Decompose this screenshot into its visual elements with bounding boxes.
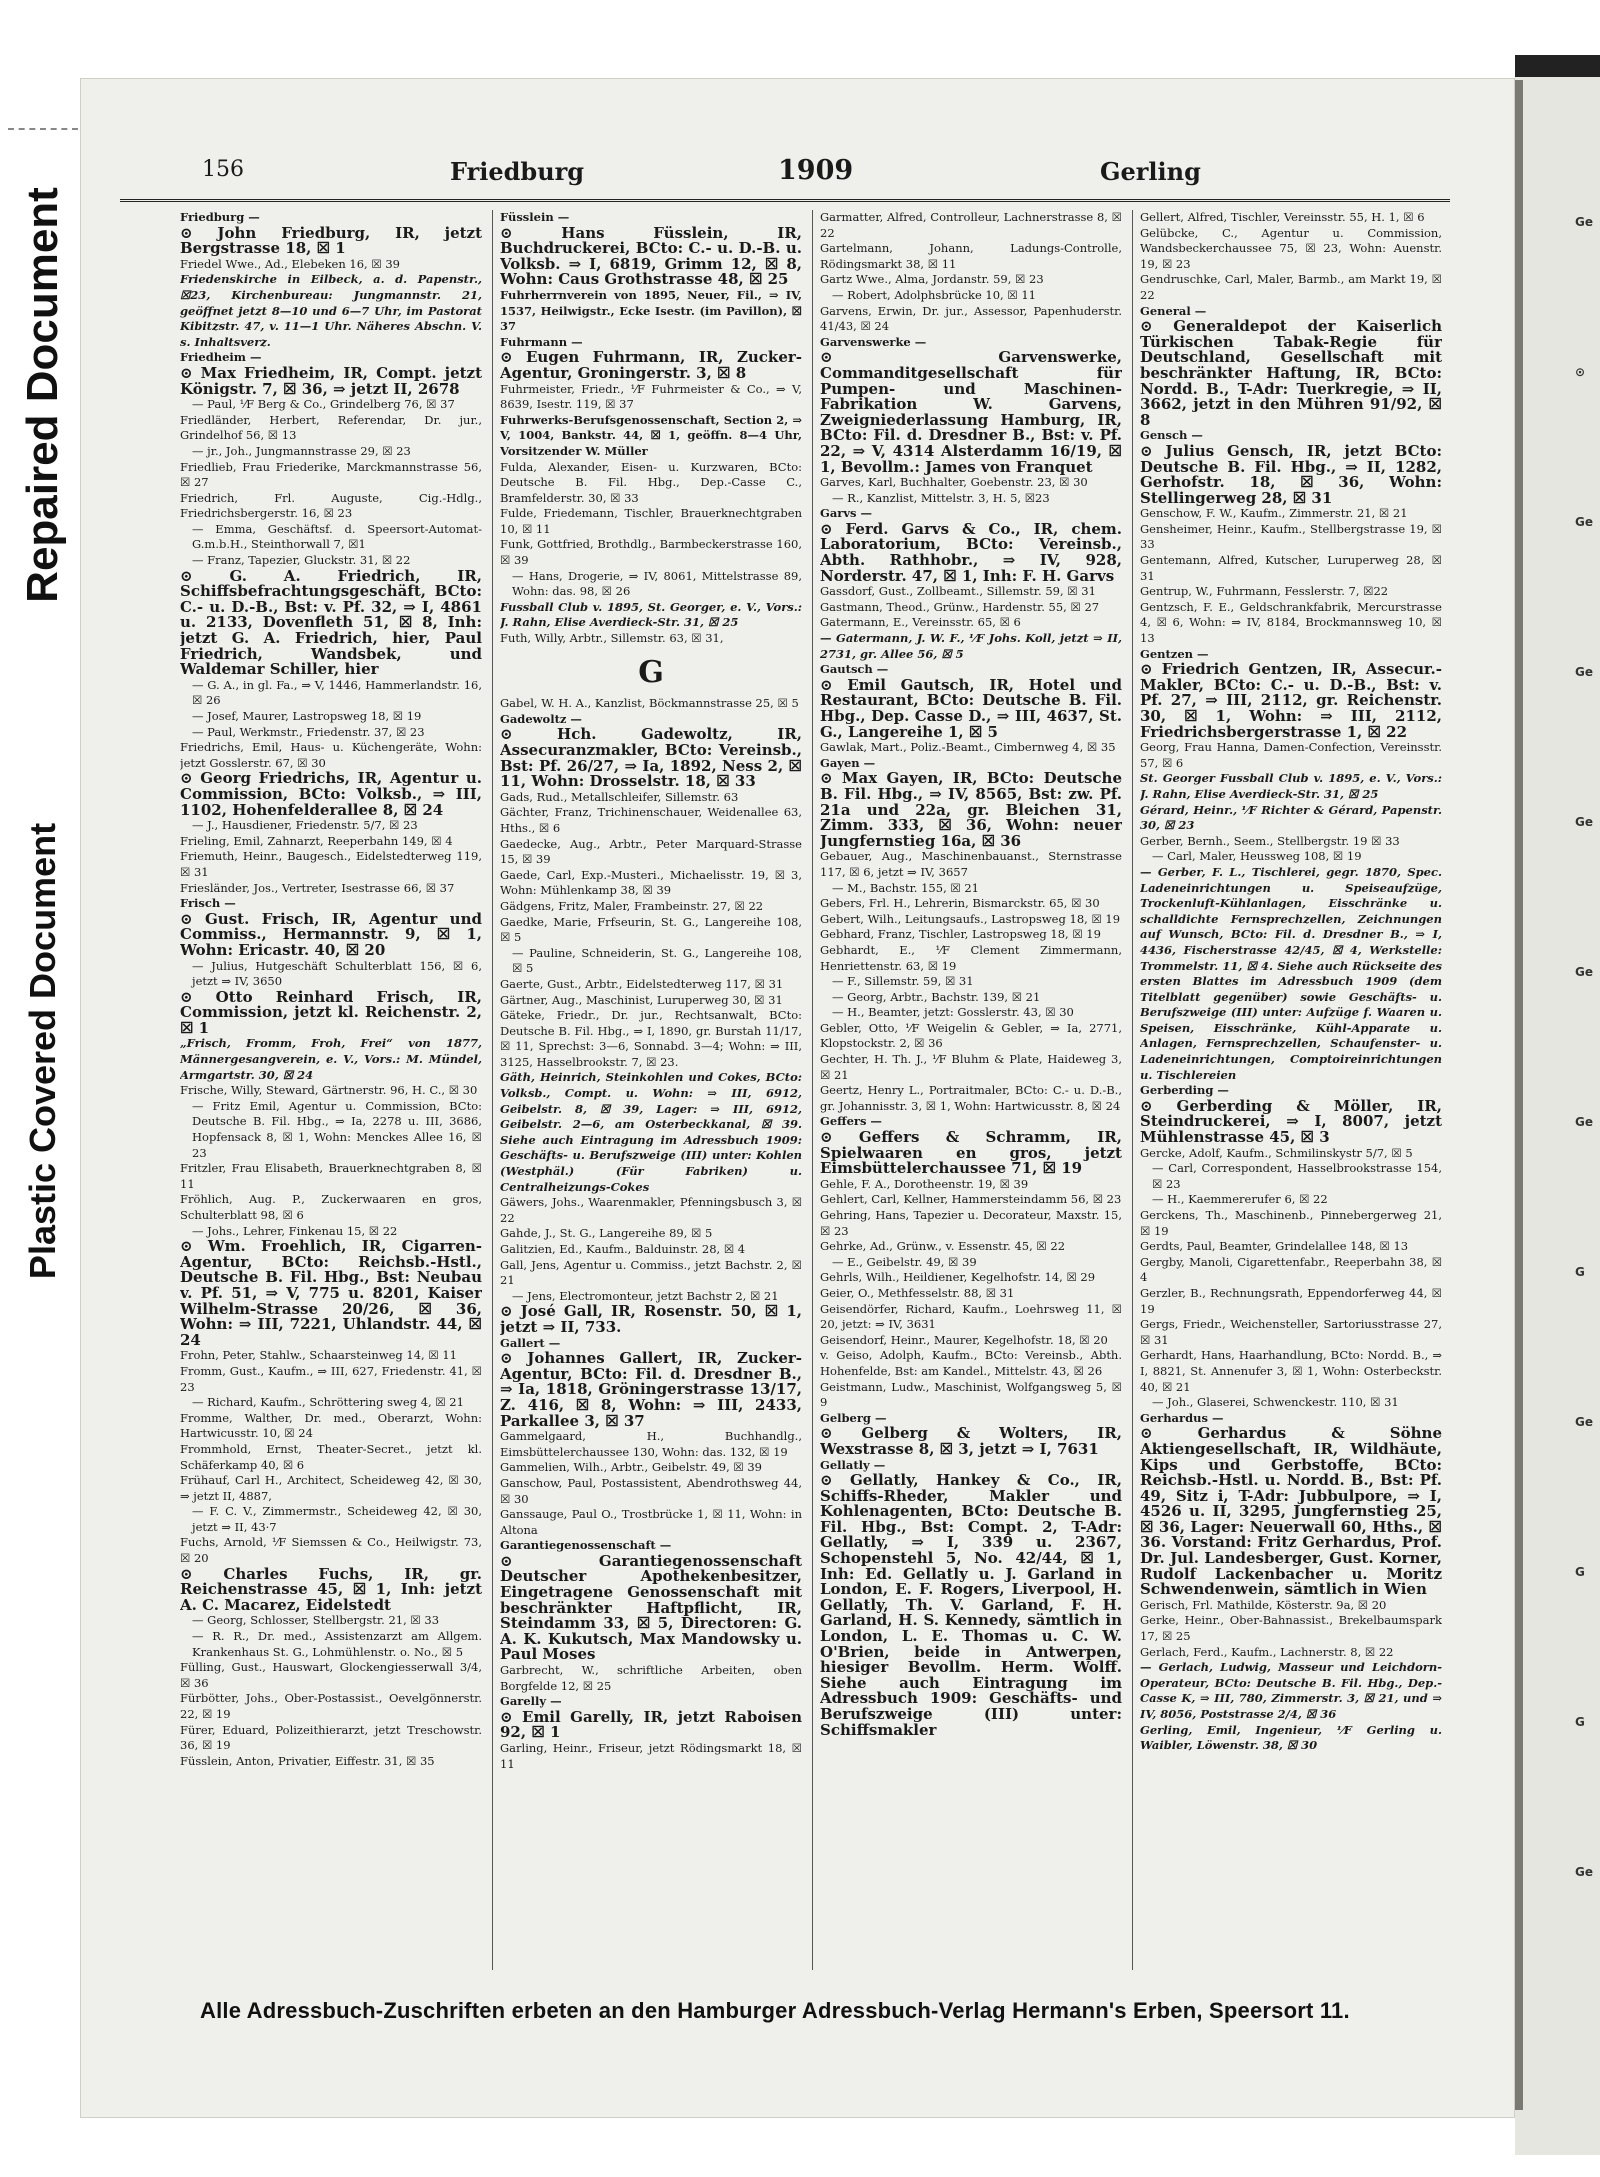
edge-fragment: Ge xyxy=(1575,815,1593,829)
directory-entry: Garvens, Erwin, Dr. jur., Assessor, Papenhuderstr. 41/43, ☒ 24 xyxy=(820,303,1122,334)
directory-entry: Gerisch, Frl. Mathilde, Kösterstr. 9a, ☒ 20 xyxy=(1140,1597,1387,1612)
directory-entry: Gallert — xyxy=(500,1335,561,1350)
directory-entry: — G. A., in gl. Fa., ⇒ V, 1446, Hammerlandstr. 16, ☒ 26 xyxy=(192,677,482,708)
directory-entry: — Gatermann, J. W. F., ⅟F Johs. Koll, jetzt ⇒ II, 2731, gr. Allee 56, ☒ 5 xyxy=(820,631,1122,661)
scan-edge-strip xyxy=(1515,55,1600,77)
directory-entry: Gäteke, Friedr., Dr. jur., Rechtsanwalt, BCto: Deutsche B. Fil. Hbg., ⇒ I, 1890, gr. Burstah 11/17, ☒ 11, Sprechst: 3—6, Sonnabd. 3—4; Wohn: ⇒ III, 3125, Hasselbrookstr. 7, ☒ 23. xyxy=(500,1008,802,1069)
directory-entry: Georg, Frau Hanna, Damen-Confection, Vereinsstr. 57, ☒ 6 xyxy=(1140,740,1442,770)
directory-entry: Gentemann, Alfred, Kutscher, Luruperweg 28, ☒ 31 xyxy=(1140,553,1442,583)
directory-entry: ⊙ Generaldepot der Kaiserlich Türkischen Tabak-Regie für Deutschland, Gesellschaft mit beschränkter Haftung, IR, BCto: Nordd. B., T-Adr: Tuerkregie, ⇒ II, 3662, jetzt in den Mühren 91/92, ☒ 8 xyxy=(1140,317,1442,429)
directory-entry: ⊙ Garantiegenossenschaft Deutscher Apothekenbesitzer, Eingetragene Genossenschaft mit beschränkter Haftpflicht, IR, Steindamm 33, ☒ 5, Directoren: G. A. K. Kukutsch, Max Mandowsky u. Paul Moses xyxy=(500,1551,802,1664)
directory-entry: ⊙ Ferd. Garvs & Co., IR, chem. Laboratorium, BCto: Vereinsb., Abth. Rathhobr., ⇒ IV, 928, Norderstr. 47, ☒ 1, Inh: F. H. Garvs xyxy=(820,519,1122,585)
directory-entry: Gadewoltz — xyxy=(500,711,582,726)
directory-entry: — Carl, Correspondent, Hasselbrookstrasse 154, ☒ 23 xyxy=(1152,1161,1442,1191)
directory-entry: Gebler, Otto, ⅟F Weigelin & Gebler, ⇒ Ia, 2771, Klopstockstr. 2, ☒ 36 xyxy=(820,1020,1122,1051)
dashed-divider xyxy=(8,128,78,130)
directory-entry: ⊙ José Gall, IR, Rosenstr. 50, ☒ 1, jetzt ⇒ II, 733. xyxy=(500,1302,802,1336)
directory-entry: — Gerber, F. L., Tischlerei, gegr. 1870, Spec. Ladeneinrichtungen u. Speiseaufzüge, Trockenluft-Kühlanlagen, Eisschränke u. schalldichte Fernsprechzellen, Zeichnungen auf Wunsch, BCto: Fil. d. Dresdner B., ⇒ I, 4436, Fischerstrasse 42/45, ☒ 4, Werkstelle: Trommelstr. 11, ☒ 4. Siehe auch Rückseite des ersten Blattes im Adressbuch 1909 (dem Titelblatt gegenüber) sowie Geschäfts- u. Berufszweige (III) unter: Aufzüge f. Waaren u. Speisen, Eisschränke, Kühl-Apparate u. Anlagen, Fernsprechzellen, Schaufenster- u. Ladeneinrichtungen, Comptoireinrichtungen u. Tischlereien xyxy=(1140,864,1442,1082)
directory-entry: Gawlak, Mart., Poliz.-Beamt., Cimbernweg 4, ☒ 35 xyxy=(820,740,1116,755)
plastic-covered-document-label: Plastic Covered Document xyxy=(22,822,63,1280)
directory-column-1 xyxy=(180,210,482,1970)
directory-entry: Gaede, Carl, Exp.-Musteri., Michaelisstr. 19, ☒ 3, Wohn: Mühlenkamp 38, ☒ 39 xyxy=(500,867,802,898)
directory-entry: Geistmann, Ludw., Maschinist, Wolfgangsweg 5, ☒ 9 xyxy=(820,1379,1122,1410)
directory-entry: Gebhardt, E., ⅟F Clement Zimmermann, Henriettenstr. 63, ☒ 19 xyxy=(820,942,1122,973)
directory-entry: Friedenskirche in Eilbeck, a. d. Papenstr., ☒23, Kirchenbureau: Jungmannstr. 21, geöffnet jetzt 8—10 und 6—7 Uhr, im Pastorat Kibitzstr. 47, v. 11—1 Uhr. Näheres Abschn. V. s. Inhaltsverz. xyxy=(180,272,482,349)
directory-entry: Fromm, Gust., Kaufm., ⇒ III, 627, Friedenstr. 41, ☒ 23 xyxy=(180,1363,482,1394)
edge-fragment: G xyxy=(1575,1715,1585,1729)
directory-entry: — jr., Joh., Jungmannstrasse 29, ☒ 23 xyxy=(192,443,411,458)
directory-entry: Gabel, W. H. A., Kanzlist, Böckmannstrasse 25, ☒ 5 xyxy=(500,696,799,711)
directory-entry: Gammelgaard, H., Buchhandlg., Eimsbüttelerchaussee 130, Wohn: das. 132, ☒ 19 xyxy=(500,1429,802,1459)
directory-entry: Garbrecht, W., schriftliche Arbeiten, oben Borgfelde 12, ☒ 25 xyxy=(500,1663,802,1693)
directory-entry: ⊙ Geffers & Schramm, IR, Spielwaaren en gros, jetzt Eimsbüttelerchaussee 71, ☒ 19 xyxy=(820,1128,1122,1178)
directory-entry: Gergs, Friedr., Weichensteller, Sartoriusstrasse 27, ☒ 31 xyxy=(1140,1317,1442,1347)
directory-entry: Gächter, Franz, Trichinenschauer, Weidenallee 63, Hths., ☒ 6 xyxy=(500,805,802,835)
directory-entry: Fulde, Friedemann, Tischler, Brauerknechtgraben 10, ☒ 11 xyxy=(500,506,802,536)
directory-entry: Gaedecke, Aug., Arbtr., Peter Marquard-Strasse 15, ☒ 39 xyxy=(500,836,802,867)
directory-entry: — Emma, Geschäftsf. d. Speersort-Automat-G.m.b.H., Steinthorwall 7, ☒1 xyxy=(192,521,482,552)
directory-entry: — Gerlach, Ludwig, Masseur und Leichdorn-Operateur, BCto: Deutsche B. Fil. Hbg., Dep.-Casse K, ⇒ III, 780, Zimmerstr. 3, ☒ 21, und ⇒ IV, 8056, Poststrasse 2/4, ☒ 36 xyxy=(1140,1660,1442,1721)
directory-columns xyxy=(180,210,1450,1970)
directory-entry: Gerlach, Ferd., Kaufm., Lachnerstr. 8, ☒ 22 xyxy=(1140,1644,1394,1659)
directory-entry: Fuchs, Arnold, ⅟F Siemssen & Co., Heilwigstr. 73, ☒ 20 xyxy=(180,1535,482,1566)
directory-entry: Frieling, Emil, Zahnarzt, Reeperbahn 149, ☒ 4 xyxy=(180,833,453,848)
header-year: 1909 xyxy=(778,155,854,186)
directory-entry: Friedrichs, Emil, Haus- u. Küchengeräte, Wohn: jetzt Gosslerstr. 67, ☒ 30 xyxy=(180,740,482,770)
directory-entry: Gerhardus — xyxy=(1140,1410,1224,1425)
directory-entry: — J., Hausdiener, Friedenstr. 5/7, ☒ 23 xyxy=(192,818,418,833)
directory-entry: — Georg, Schlosser, Stellbergstr. 21, ☒ 33 xyxy=(192,1613,440,1628)
directory-entry: Genschow, F. W., Kaufm., Zimmerstr. 21, ☒ 21 xyxy=(1140,506,1408,521)
directory-entry: — Paul, ⅟F Berg & Co., Grindelberg 76, ☒ 37 xyxy=(192,397,455,412)
directory-entry: Gastmann, Theod., Grünw., Hardenstr. 55, ☒ 27 xyxy=(820,599,1100,614)
directory-entry: Gebauer, Aug., Maschinenbauanst., Sternstrasse 117, ☒ 6, jetzt ⇒ IV, 3657 xyxy=(820,849,1122,879)
directory-entry: — H., Beamter, jetzt: Gosslerstr. 43, ☒ 30 xyxy=(832,1005,1074,1020)
directory-entry: Geier, O., Methfesselstr. 88, ☒ 31 xyxy=(820,1285,1015,1300)
directory-entry: Gerzler, B., Rechnungsrath, Eppendorferweg 44, ☒ 19 xyxy=(1140,1285,1442,1316)
directory-entry: ⊙ Gerberding & Möller, IR, Steindruckerei, ⇒ I, 8007, jetzt Mühlenstrasse 45, ☒ 3 xyxy=(1140,1096,1442,1147)
directory-entry: Gäwers, Johs., Waarenmakler, Pfenningsbusch 3, ☒ 22 xyxy=(500,1195,802,1225)
directory-column-3 xyxy=(820,210,1122,1970)
directory-entry: Gebhard, Franz, Tischler, Lastropsweg 18, ☒ 19 xyxy=(820,927,1101,942)
directory-entry: Gerling, Emil, Ingenieur, ⅟F Gerling u. Waibler, Löwenstr. 38, ☒ 30 xyxy=(1140,1722,1442,1753)
directory-entry: Gassdorf, Gust., Zollbeamt., Sillemstr. 59, ☒ 31 xyxy=(820,584,1096,599)
directory-entry: Gerckens, Th., Maschinenb., Pinnebergerweg 21, ☒ 19 xyxy=(1140,1208,1442,1238)
directory-entry: Gäth, Heinrich, Steinkohlen und Cokes, BCto: Volksb., Compt. u. Wohn: ⇒ III, 6912, Geibelstr. 8, ☒ 39, Lager: ⇒ III, 6912, Geibelstr. 2—6, am Osterbeckkanal, ☒ 39. Siehe auch Eintragung im Adressbuch 1909: Geschäfts- u. Berufszweige (III) unter: Kohlen (Westphäl.) (Für Fabriken) u. Centralheizungs-Cokes xyxy=(500,1070,802,1194)
directory-entry: Gentrup, W., Fuhrmann, Fesslerstr. 7, ☒22 xyxy=(1140,584,1389,599)
directory-entry: Gautsch — xyxy=(820,662,889,677)
directory-entry: Fuhrherrnverein von 1895, Neuer, Fil., ⇒ IV, 1537, Heilwigstr., Ecke Isestr. (im Pavillon), ☒ 37 xyxy=(500,287,802,334)
directory-entry: Friedrich, Frl. Auguste, Cig.-Hdlg., Friedrichsbergerstr. 16, ☒ 23 xyxy=(180,490,482,521)
directory-entry: — E., Geibelstr. 49, ☒ 39 xyxy=(832,1254,977,1269)
directory-entry: ⊙ Max Friedheim, IR, Compt. jetzt Königstr. 7, ☒ 36, ⇒ jetzt II, 2678 xyxy=(180,363,482,398)
directory-entry: — F., Sillemstr. 59, ☒ 31 xyxy=(832,974,974,989)
directory-entry: „Frisch, Fromm, Froh, Frei“ von 1877, Männergesangverein, e. V., Vors.: M. Mündel, Armgartstr. 30, ☒ 24 xyxy=(180,1036,482,1082)
directory-entry: Galitzien, Ed., Kaufm., Balduinstr. 28, ☒ 4 xyxy=(500,1242,746,1256)
directory-entry: Gelübcke, C., Agentur u. Commission, Wandsbeckerchaussee 75, ☒ 23, Wohn: Auenstr. 19, ☒ 23 xyxy=(1140,225,1442,271)
directory-entry: ⊙ Gelberg & Wolters, IR, Wexstrasse 8, ☒ 3, jetzt ⇒ I, 7631 xyxy=(820,1424,1122,1458)
directory-entry: Gall, Jens, Agentur u. Commiss., jetzt Bachstr. 2, ☒ 21 xyxy=(500,1257,802,1288)
edge-fragment: G xyxy=(1575,1565,1585,1579)
directory-entry: ⊙ Wm. Froehlich, IR, Cigarren-Agentur, BCto: Reichsb.-Hstl., Deutsche B. Fil. Hbg., Bst: Neubau v. Pf. 51, ⇒ V, 775 u. 8201, Kaiser Wilhelm-Strasse 20/26, ☒ 36, Wohn: ⇒ III, 7221, Uhlandstr. 44, ☒ 24 xyxy=(180,1237,482,1349)
directory-entry: ⊙ Friedrich Gentzen, IR, Assecur.-Makler, BCto: C.- u. D.-B., Bst: v. Pf. 27, ⇒ III, 2112, gr. Reichenstr. 30, ☒ 1, Wohn: ⇒ III, 2112, Friedrichsbergerstrasse 1, ☒ 22 xyxy=(1140,660,1442,741)
directory-entry: ⊙ Hans Füsslein, IR, Buchdruckerei, BCto: C.- u. D.-B. u. Volksb. ⇒ I, 6819, Grimm 12, ☒ 8, Wohn: Caus Grothstrasse 48, ☒ 25 xyxy=(500,223,802,289)
directory-entry: ⊙ Gellatly, Hankey & Co., IR, Schiffs-Rheder, Makler und Kohlenagenten, BCto: Deutsche B. Fil. Hbg., Bst: Compt. 2, T-Adr: Gellatly, ⇒ I, 339 u. 2367, Schopenstehl 5, No. 42/44, ☒ 1, Inh: Ed. Gellatly u. J. Garland in London, E. F. Rogers, Liverpool, H. Gellatly, Th. V. Garland, F. H. Garland, H. S. Kennedy, sämtlich in London, L. E. Thomas u. C. W. O'Brien, beide in Antwerpen, hiesiger Bevollm. Herm. Wolff. Siehe auch Eintragung im Adressbuch 1909: Geschäfts- und Berufszweige (III) unter: Schiffsmakler xyxy=(820,1471,1122,1739)
directory-entry: Ganschow, Paul, Postassistent, Abendrothsweg 44, ☒ 30 xyxy=(500,1475,802,1506)
directory-entry: Friedländer, Herbert, Referendar, Dr. jur., Grindelhof 56, ☒ 13 xyxy=(180,412,482,443)
next-page-edge xyxy=(1515,55,1600,2155)
directory-entry: — Carl, Maler, Heussweg 108, ☒ 19 xyxy=(1152,849,1362,864)
header-last-entry: Gerling xyxy=(1100,157,1201,186)
directory-entry: — Joh., Glaserei, Schwenckestr. 110, ☒ 31 xyxy=(1152,1395,1399,1410)
directory-entry: ⊙ Gust. Frisch, IR, Agentur und Commiss., Hermannstr. 9, ☒ 1, Wohn: Ericastr. 40, ☒ 20 xyxy=(180,909,482,959)
repaired-document-label: Repaired Document xyxy=(18,187,67,603)
directory-entry: ⊙ Otto Reinhard Frisch, IR, Commission, jetzt kl. Reichenstr. 2, ☒ 1 xyxy=(180,987,482,1037)
directory-entry: ⊙ Charles Fuchs, IR, gr. Reichenstrasse 45, ☒ 1, Inh: jetzt A. C. Macarez, Eidelstedt xyxy=(180,1564,482,1614)
directory-entry: Fritzler, Frau Elisabeth, Brauerknechtgraben 8, ☒ 11 xyxy=(180,1161,482,1191)
directory-entry: ⊙ Georg Friedrichs, IR, Agentur u. Commission, BCto: Volksb., ⇒ III, 1102, Hohenfelderallee 8, ☒ 24 xyxy=(180,769,482,819)
directory-entry: Gerberding — xyxy=(1140,1083,1229,1098)
directory-entry: — Hans, Drogerie, ⇒ IV, 8061, Mittelstrasse 89, Wohn: das. 98, ☒ 26 xyxy=(512,568,802,599)
directory-entry: Frohn, Peter, Stahlw., Schaarsteinweg 14, ☒ 11 xyxy=(180,1348,457,1363)
directory-entry: Frische, Willy, Steward, Gärtnerstr. 96, H. C., ☒ 30 xyxy=(180,1083,478,1098)
side-label-strip xyxy=(0,0,86,2177)
directory-entry: Gellert, Alfred, Tischler, Vereinsstr. 55, H. 1, ☒ 6 xyxy=(1140,210,1425,224)
directory-entry: Funk, Gottfried, Brothdlg., Barmbeckerstrasse 160, ☒ 39 xyxy=(500,537,802,568)
edge-fragment: Ge xyxy=(1575,515,1593,529)
directory-entry: Gads, Rud., Metallschleifer, Sillemstr. 63 xyxy=(500,789,739,804)
directory-entry: ⊙ Gerhardus & Söhne Aktiengesellschaft, IR, Wildhäute, Kips und Gerbstoffe, BCto: Reichsb.-Hstl. u. Nordd. B., Bst: Pf. 49, Sitz i, T-Adr: Jubbulpore, ⇒ I, 4526 u. II, 3295, Jungfernstieg 25, ☒ 36, Lager: Neuerwall 60, Hths., ☒ 36. Vorstand: Fritz Gerhardus, Prof. Dr. Jul. Landesberger, Gust. Korner, Rudolf Lackenbacher u. Moritz Schwendenwein, sämtlich in Wien xyxy=(1140,1424,1442,1599)
directory-entry: Friesländer, Jos., Vertreter, Isestrasse 66, ☒ 37 xyxy=(180,880,455,895)
directory-entry: Fürbötter, Johs., Ober-Postassist., Oevelgönnerstr. 22, ☒ 19 xyxy=(180,1691,482,1721)
edge-fragment: Ge xyxy=(1575,1865,1593,1879)
directory-entry: Garling, Heinr., Friseur, jetzt Rödingsmarkt 18, ☒ 11 xyxy=(500,1741,802,1771)
directory-entry: ⊙ Johannes Gallert, IR, Zucker-Agentur, BCto: Fil. d. Dresdner B., ⇒ Ia, 1818, Gröningerstrasse 13/17, Z. 416, ☒ 8, Wohn: ⇒ III, 2433, Parkallee 3, ☒ 37 xyxy=(500,1349,802,1430)
directory-entry: Fröhlich, Aug. P., Zuckerwaaren en gros, Schulterblatt 98, ☒ 6 xyxy=(180,1192,482,1222)
directory-entry: Gehrls, Wilh., Heildiener, Kegelhofstr. 14, ☒ 29 xyxy=(820,1270,1096,1285)
directory-entry: Frisch — xyxy=(180,896,236,911)
directory-entry: Gaerte, Gust., Arbtr., Eidelstedterweg 117, ☒ 31 xyxy=(500,976,784,991)
directory-entry: Fuhrmann — xyxy=(500,334,583,349)
directory-entry: Garvs — xyxy=(820,506,872,521)
directory-entry: Fuhrwerks-Berufsgenossenschaft, Section 2, ⇒ V, 1004, Bankstr. 44, ☒ 1, geöffn. 8—4 Uhr, Vorsitzender W. Müller xyxy=(500,412,802,458)
edge-fragment: Ge xyxy=(1575,965,1593,979)
directory-entry: Gebers, Frl. H., Lehrerin, Bismarckstr. 65, ☒ 30 xyxy=(820,896,1100,911)
edge-fragment: ⊙ xyxy=(1575,365,1586,379)
section-letter: G xyxy=(638,654,664,690)
directory-entry: — R. R., Dr. med., Assistenzarzt am Allgem. Krankenhaus St. G., Lohmühlenstr. o. No., ☒ 5 xyxy=(192,1629,482,1659)
edge-fragment: Ge xyxy=(1575,1115,1593,1129)
directory-entry: Fuhrmeister, Friedr., ⅟F Fuhrmeister & Co., ⇒ V, 8639, Isestr. 119, ☒ 37 xyxy=(500,381,802,412)
directory-entry: — Josef, Maurer, Lastropsweg 18, ☒ 19 xyxy=(192,709,422,723)
directory-entry: Gergby, Manoli, Cigarettenfabr., Reeperbahn 38, ☒ 4 xyxy=(1140,1254,1442,1285)
directory-entry: — M., Bachstr. 155, ☒ 21 xyxy=(832,880,979,895)
page-binding xyxy=(1515,80,1523,2110)
directory-entry: Gechter, H. Th. J., ⅟F Bluhm & Plate, Haideweg 3, ☒ 21 xyxy=(820,1052,1122,1082)
directory-entry: — F. C. V., Zimmermstr., Scheideweg 42, ☒ 30, jetzt ⇒ II, 43·7 xyxy=(192,1504,482,1534)
directory-entry: Ganssauge, Paul O., Trostbrücke 1, ☒ 11, Wohn: in Altona xyxy=(500,1507,802,1537)
column-rule xyxy=(492,210,493,1970)
directory-entry: Gaedke, Marie, Frfseurin, St. G., Langereihe 108, ☒ 5 xyxy=(500,914,802,945)
directory-entry: ⊙ Garvenswerke, Commanditgesellschaft für Pumpen- und Maschinen-Fabrikation W. Garvens, Zweigniederlassung Hamburg, IR, BCto: Fil. d. Dresdner B., Bst: v. Pf. 22, ⇒ V, 4314 Alsterdamm 16/19, ☒ 1, Bevollm.: James von Franquet xyxy=(820,348,1122,476)
directory-entry: — Pauline, Schneiderin, St. G., Langereihe 108, ☒ 5 xyxy=(512,945,802,976)
publisher-footer: Alle Adressbuch-Zuschriften erbeten an den Hamburger Adressbuch-Verlag Hermann's Erben, Speersort 11. xyxy=(200,1998,1350,2023)
directory-entry: Friemuth, Heinr., Baugesch., Eidelstedterweg 119, ☒ 31 xyxy=(180,849,482,879)
directory-entry: — Jens, Electromonteur, jetzt Bachstr 2, ☒ 21 xyxy=(512,1288,779,1303)
directory-entry: Gehlert, Carl, Kellner, Hammersteindamm 56, ☒ 23 xyxy=(820,1192,1122,1207)
directory-entry: ⊙ Eugen Fuhrmann, IR, Zucker-Agentur, Groningerstr. 3, ☒ 8 xyxy=(500,348,802,382)
directory-entry: Gehring, Hans, Tapezier u. Decorateur, Maxstr. 15, ☒ 23 xyxy=(820,1208,1122,1238)
directory-entry: Frommhold, Ernst, Theater-Secret., jetzt kl. Schäferkamp 40, ☒ 6 xyxy=(180,1441,482,1472)
directory-entry: Friedel Wwe., Ad., Elebeken 16, ☒ 39 xyxy=(180,256,400,271)
directory-column-2 xyxy=(500,210,802,1970)
directory-entry: ⊙ G. A. Friedrich, IR, Schiffsbefrachtungsgeschäft, BCto: C.- u. D.-B., Bst: v. Pf. 32, ⇒ I, 4861 u. 2133, Dovenfleth 51, ☒ 8, Inh: jetzt G. A. Friedrich, hier, Paul Friedrich, Wandsbek, und Waldemar Schiller, hier xyxy=(180,566,482,679)
directory-entry: Garmatter, Alfred, Controlleur, Lachnerstrasse 8, ☒ 22 xyxy=(820,210,1122,240)
column-rule xyxy=(1132,210,1133,1970)
directory-entry: Garantiegenossenschaft — xyxy=(500,1538,672,1553)
directory-entry: Gebert, Wilh., Leitungsaufs., Lastropsweg 18, ☒ 19 xyxy=(820,911,1121,926)
directory-entry: Gerdts, Paul, Beamter, Grindelallee 148, ☒ 13 xyxy=(1140,1239,1409,1254)
directory-entry: Geisendorf, Heinr., Maurer, Kegelhofstr. 18, ☒ 20 xyxy=(820,1332,1108,1347)
directory-entry: Füsslein — xyxy=(500,210,570,224)
directory-entry: Gerber, Bernh., Seem., Stellbergstr. 19 ☒ 33 xyxy=(1140,833,1400,848)
directory-entry: Gellatly — xyxy=(820,1457,886,1472)
directory-entry: Gelberg — xyxy=(820,1410,887,1425)
directory-entry: ⊙ Emil Gautsch, IR, Hotel und Restaurant, BCto: Deutsche B. Fil. Hbg., Dep. Casse D., ⇒ III, 4637, St. G., Langereihe 1, ☒ 5 xyxy=(820,675,1122,741)
page-number: 156 xyxy=(202,157,244,182)
directory-entry: Gärtner, Aug., Maschinist, Luruperweg 30, ☒ 31 xyxy=(500,992,783,1007)
directory-entry: Gerhardt, Hans, Haarhandlung, BCto: Nordd. B., ⇒ I, 8821, St. Annenufer 3, ☒ 1, Wohn: Osterbeckstr. 40, ☒ 21 xyxy=(1140,1348,1442,1394)
directory-entry: Friedburg — xyxy=(180,210,260,224)
edge-fragment: G xyxy=(1575,1265,1585,1279)
directory-entry: Friedheim — xyxy=(180,350,262,365)
directory-entry: Gerke, Heinr., Ober-Bahnassist., Brekelbaumspark 17, ☒ 25 xyxy=(1140,1613,1442,1644)
directory-entry: Gensheimer, Heinr., Kaufm., Stellbergstrasse 19, ☒ 33 xyxy=(1140,521,1442,552)
directory-entry: Gehrke, Ad., Grünw., v. Essenstr. 45, ☒ 22 xyxy=(820,1239,1066,1254)
directory-entry: Garves, Karl, Buchhalter, Goebenstr. 23, ☒ 30 xyxy=(820,475,1088,490)
edge-fragment: Ge xyxy=(1575,215,1593,229)
directory-entry: Geffers — xyxy=(820,1114,882,1129)
directory-entry: Fürer, Eduard, Polizeithierarzt, jetzt Treschowstr. 36, ☒ 19 xyxy=(180,1722,482,1753)
directory-entry: Geertz, Henry L., Portraitmaler, BCto: C.- u. D.-B., gr. Johannisstr. 3, ☒ 1, Wohn: Hartwicusstr. 8, ☒ 24 xyxy=(820,1083,1122,1113)
directory-entry: Füsslein, Anton, Privatier, Eiffestr. 31, ☒ 35 xyxy=(180,1753,435,1768)
directory-entry: — Fritz Emil, Agentur u. Commission, BCto: Deutsche B. Fil. Hbg., ⇒ Ia, 2278 u. III, 3686, Hopfensack 8, ☒ 1, Wohn: Menckes Allee 16, ☒ 23 xyxy=(192,1098,482,1160)
directory-entry: ⊙ Hch. Gadewoltz, IR, Assecuranzmakler, BCto: Vereinsb., Bst: Pf. 26/27, ⇒ Ia, 1892, Ness 2, ☒ 11, Wohn: Drosselstr. 18, ☒ 33 xyxy=(500,725,802,791)
directory-entry: Geisendörfer, Richard, Kaufm., Loehrsweg 11, ☒ 20, jetzt: ⇒ IV, 3631 xyxy=(820,1301,1122,1332)
directory-entry: Fulda, Alexander, Eisen- u. Kurzwaren, BCto: Deutsche B. Fil. Hbg., Dep.-Casse C., Bramfelderstr. 30, ☒ 33 xyxy=(500,459,802,505)
directory-entry: — Franz, Tapezier, Gluckstr. 31, ☒ 22 xyxy=(192,553,411,568)
directory-entry: — Robert, Adolphsbrücke 10, ☒ 11 xyxy=(832,287,1036,302)
directory-entry: Gatermann, E., Vereinsstr. 65, ☒ 6 xyxy=(820,615,1021,630)
edge-fragment: Ge xyxy=(1575,1415,1593,1429)
directory-entry: ⊙ John Friedburg, IR, jetzt Bergstrasse 18, ☒ 1 xyxy=(180,223,482,258)
directory-entry: Gentzen — xyxy=(1140,646,1209,661)
directory-entry: Fülling, Gust., Hauswart, Glockengiesserwall 3/4, ☒ 36 xyxy=(180,1660,482,1690)
directory-column-4 xyxy=(1140,210,1442,1970)
directory-entry: Garelly — xyxy=(500,1694,562,1709)
directory-entry: Gentzsch, F. E., Geldschrankfabrik, Mercurstrasse 4, ☒ 6, Wohn: ⇒ IV, 8184, Brockmannsweg 10, ☒ 13 xyxy=(1140,599,1442,646)
directory-entry: Futh, Willy, Arbtr., Sillemstr. 63, ☒ 31, xyxy=(500,631,724,646)
directory-entry: Gädgens, Fritz, Maler, Frambeinstr. 27, ☒ 22 xyxy=(500,898,764,913)
directory-entry: — H., Kaemmererufer 6, ☒ 22 xyxy=(1152,1192,1328,1207)
directory-entry: — R., Kanzlist, Mittelstr. 3, H. 5, ☒23 xyxy=(832,490,1050,505)
directory-entry: ⊙ Emil Garelly, IR, jetzt Raboisen 92, ☒ 1 xyxy=(500,1707,802,1742)
directory-entry: St. Georger Fussball Club v. 1895, e. V., Vors.: J. Rahn, Elise Averdieck-Str. 31, ☒ 25 xyxy=(1140,771,1442,801)
directory-entry: v. Geiso, Adolph, Kaufm., BCto: Vereinsb., Abth. Hohenfelde, Bst: am Kandel., Mittelstr. 43, ☒ 26 xyxy=(820,1348,1122,1378)
directory-entry: Gartz Wwe., Alma, Jordanstr. 59, ☒ 23 xyxy=(820,272,1044,287)
directory-entry: — Paul, Werkmstr., Friedenstr. 37, ☒ 23 xyxy=(192,724,425,739)
directory-entry: — Richard, Kaufm., Schröttering sweg 4, ☒ 21 xyxy=(192,1395,464,1410)
directory-entry: Gehle, F. A., Dorotheenstr. 19, ☒ 39 xyxy=(820,1176,1029,1191)
directory-entry: Gercke, Adolf, Kaufm., Schmilinskystr 5/7, ☒ 5 xyxy=(1140,1145,1413,1160)
directory-entry: Gérard, Heinr., ⅟F Richter & Gérard, Papenstr. 30, ☒ 23 xyxy=(1140,802,1442,833)
directory-entry: Gammelien, Wilh., Arbtr., Geibelstr. 49, ☒ 39 xyxy=(500,1460,762,1475)
directory-entry: Gayen — xyxy=(820,755,876,770)
column-rule xyxy=(812,210,813,1970)
directory-entry: Frühauf, Carl H., Architect, Scheideweg 42, ☒ 30, ⇒ jetzt II, 4887, xyxy=(180,1473,482,1503)
header-first-entry: Friedburg xyxy=(450,157,585,186)
directory-entry: Garvenswerke — xyxy=(820,334,927,349)
directory-entry: — Georg, Arbtr., Bachstr. 139, ☒ 21 xyxy=(832,989,1041,1004)
directory-entry: General — xyxy=(1140,303,1207,318)
directory-entry: ⊙ Max Gayen, IR, BCto: Deutsche B. Fil. Hbg., ⇒ IV, 8565, Bst: zw. Pf. 21a und 22a, gr. Bleichen 31, Zimm. 333, ☒ 36, Wohn: neuer Jungfernstieg 16a, ☒ 36 xyxy=(820,769,1122,850)
directory-entry: Fussball Club v. 1895, St. Georger, e. V., Vors.: J. Rahn, Elise Averdieck-Str. 31, ☒ 25 xyxy=(500,599,802,630)
directory-entry: Gensch — xyxy=(1140,428,1203,443)
page-header xyxy=(120,155,1450,202)
directory-entry: Gendruschke, Carl, Maler, Barmb., am Markt 19, ☒ 22 xyxy=(1140,272,1442,302)
directory-entry: Friedlieb, Frau Friederike, Marckmannstrasse 56, ☒ 27 xyxy=(180,459,482,490)
edge-fragment: Ge xyxy=(1575,665,1593,679)
directory-entry: Gartelmann, Johann, Ladungs-Controlle, Rödingsmarkt 38, ☒ 11 xyxy=(820,241,1122,271)
directory-entry: — Julius, Hutgeschäft Schulterblatt 156, ☒ 6, jetzt ⇒ IV, 3650 xyxy=(192,958,482,989)
directory-entry: ⊙ Julius Gensch, IR, jetzt BCto: Deutsche B. Fil. Hbg., ⇒ II, 1282, Gerhofstr. 18, ☒ 36, Wohn: Stellingerweg 28, ☒ 31 xyxy=(1140,441,1442,507)
directory-entry: Gahde, J., St. G., Langereihe 89, ☒ 5 xyxy=(500,1226,713,1241)
directory-entry: Fromme, Walther, Dr. med., Oberarzt, Wohn: Hartwicusstr. 10, ☒ 24 xyxy=(180,1410,482,1441)
directory-entry: — Johs., Lehrer, Finkenau 15, ☒ 22 xyxy=(192,1223,398,1238)
